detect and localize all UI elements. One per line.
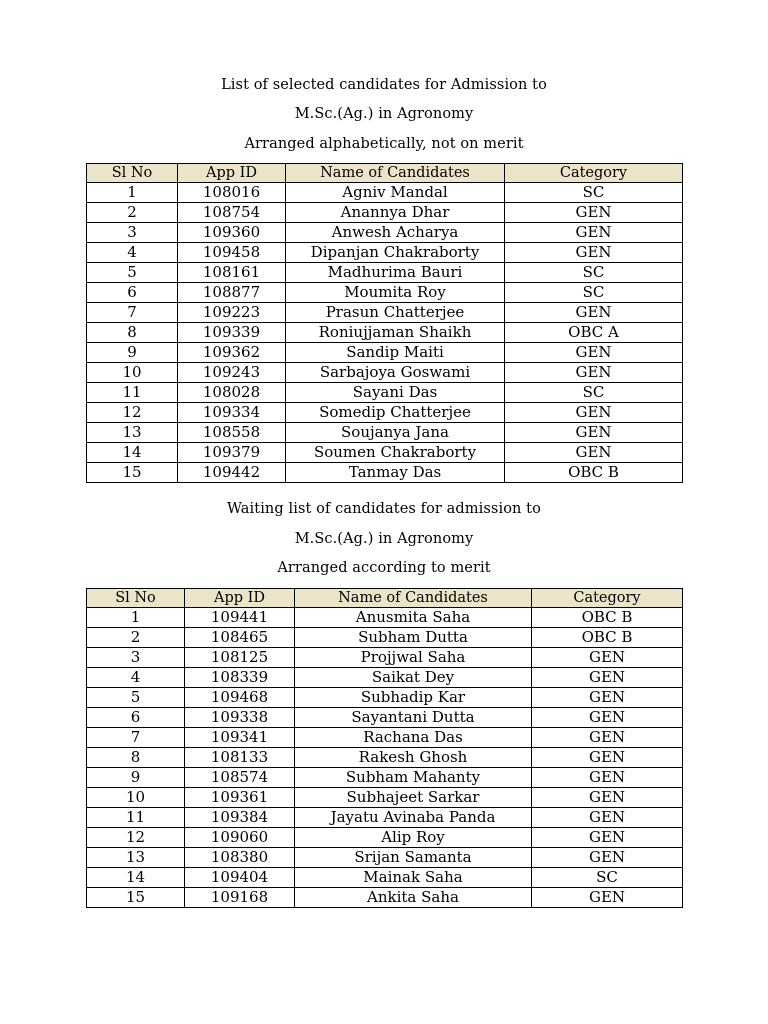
table-row <box>87 648 683 668</box>
waiting-list-table <box>86 588 683 908</box>
table-row <box>87 463 683 483</box>
selected-title-line2: M.Sc.(Ag.) in Agronomy <box>294 106 474 122</box>
sl-no-cell: 5 <box>87 688 185 708</box>
app-id-cell: 108465 <box>185 628 295 648</box>
candidate-name-cell: Rakesh Ghosh <box>295 748 532 768</box>
table-row <box>87 403 683 423</box>
candidate-name-cell: Ankita Saha <box>295 888 532 908</box>
header-sl-no: Sl No <box>87 164 178 183</box>
app-id-cell: 109223 <box>178 303 286 323</box>
sl-no-cell: 4 <box>87 243 178 263</box>
category-cell: SC <box>505 283 683 303</box>
table-header-row <box>87 164 683 183</box>
app-id-cell: 108125 <box>185 648 295 668</box>
sl-no-cell: 11 <box>87 808 185 828</box>
sl-no-cell: 2 <box>87 203 178 223</box>
category-cell: GEN <box>505 443 683 463</box>
header-sl-no: Sl No <box>87 589 185 608</box>
sl-no-cell: 14 <box>87 868 185 888</box>
app-id-cell: 108380 <box>185 848 295 868</box>
category-cell: GEN <box>532 708 683 728</box>
header-app-id: App ID <box>185 589 295 608</box>
table-row <box>87 728 683 748</box>
table-row <box>87 283 683 303</box>
app-id-cell: 108558 <box>178 423 286 443</box>
app-id-cell: 109362 <box>178 343 286 363</box>
candidate-name-cell: Subhadip Kar <box>295 688 532 708</box>
sl-no-cell: 9 <box>87 343 178 363</box>
candidate-name-cell: Sayani Das <box>286 383 505 403</box>
sl-no-cell: 9 <box>87 768 185 788</box>
sl-no-cell: 3 <box>87 648 185 668</box>
candidate-name-cell: Subhajeet Sarkar <box>295 788 532 808</box>
candidate-name-cell: Subham Dutta <box>295 628 532 648</box>
candidate-name-cell: Sandip Maiti <box>286 343 505 363</box>
selected-title-line3: Arranged alphabetically, not on merit <box>244 136 524 152</box>
sl-no-cell: 13 <box>87 423 178 443</box>
table-row <box>87 808 683 828</box>
table-header-row <box>87 589 683 608</box>
table-row <box>87 383 683 403</box>
candidate-name-cell: Sarbajoya Goswami <box>286 363 505 383</box>
app-id-cell: 108161 <box>178 263 286 283</box>
sl-no-cell: 13 <box>87 848 185 868</box>
app-id-cell: 109168 <box>185 888 295 908</box>
table-row <box>87 223 683 243</box>
candidate-name-cell: Somedip Chatterjee <box>286 403 505 423</box>
sl-no-cell: 6 <box>87 708 185 728</box>
sl-no-cell: 15 <box>87 888 185 908</box>
app-id-cell: 109441 <box>185 608 295 628</box>
app-id-cell: 108574 <box>185 768 295 788</box>
app-id-cell: 109384 <box>185 808 295 828</box>
app-id-cell: 108028 <box>178 383 286 403</box>
app-id-cell: 108877 <box>178 283 286 303</box>
category-cell: GEN <box>532 888 683 908</box>
category-cell: GEN <box>532 788 683 808</box>
app-id-cell: 109360 <box>178 223 286 243</box>
category-cell: GEN <box>505 343 683 363</box>
table-row <box>87 303 683 323</box>
sl-no-cell: 3 <box>87 223 178 243</box>
candidate-name-cell: Alip Roy <box>295 828 532 848</box>
app-id-cell: 108339 <box>185 668 295 688</box>
category-cell: GEN <box>532 648 683 668</box>
header-category: Category <box>505 164 683 183</box>
category-cell: GEN <box>505 403 683 423</box>
category-cell: OBC B <box>505 463 683 483</box>
app-id-cell: 108016 <box>178 183 286 203</box>
candidate-name-cell: Projjwal Saha <box>295 648 532 668</box>
app-id-cell: 109341 <box>185 728 295 748</box>
header-name: Name of Candidates <box>295 589 532 608</box>
candidate-name-cell: Anwesh Acharya <box>286 223 505 243</box>
sl-no-cell: 14 <box>87 443 178 463</box>
app-id-cell: 109338 <box>185 708 295 728</box>
app-id-cell: 109379 <box>178 443 286 463</box>
sl-no-cell: 5 <box>87 263 178 283</box>
candidate-name-cell: Srijan Samanta <box>295 848 532 868</box>
sl-no-cell: 15 <box>87 463 178 483</box>
table-row <box>87 828 683 848</box>
candidate-name-cell: Mainak Saha <box>295 868 532 888</box>
category-cell: SC <box>505 263 683 283</box>
category-cell: GEN <box>505 203 683 223</box>
category-cell: GEN <box>532 668 683 688</box>
table-row <box>87 203 683 223</box>
candidate-name-cell: Agniv Mandal <box>286 183 505 203</box>
table-row <box>87 608 683 628</box>
table-row <box>87 423 683 443</box>
category-cell: GEN <box>505 363 683 383</box>
sl-no-cell: 1 <box>87 608 185 628</box>
selected-title-line1: List of selected candidates for Admission to <box>221 77 547 93</box>
category-cell: GEN <box>505 243 683 263</box>
table-row <box>87 243 683 263</box>
table-row <box>87 628 683 648</box>
app-id-cell: 109334 <box>178 403 286 423</box>
category-cell: GEN <box>505 303 683 323</box>
table-row <box>87 363 683 383</box>
candidate-name-cell: Dipanjan Chakraborty <box>286 243 505 263</box>
table-row <box>87 263 683 283</box>
category-cell: SC <box>505 183 683 203</box>
sl-no-cell: 6 <box>87 283 178 303</box>
app-id-cell: 109468 <box>185 688 295 708</box>
table-row <box>87 708 683 728</box>
category-cell: GEN <box>532 748 683 768</box>
sl-no-cell: 7 <box>87 728 185 748</box>
sl-no-cell: 7 <box>87 303 178 323</box>
header-app-id: App ID <box>178 164 286 183</box>
table-row <box>87 443 683 463</box>
sl-no-cell: 4 <box>87 668 185 688</box>
app-id-cell: 109060 <box>185 828 295 848</box>
candidate-name-cell: Madhurima Bauri <box>286 263 505 283</box>
table-row <box>87 323 683 343</box>
sl-no-cell: 8 <box>87 323 178 343</box>
app-id-cell: 109243 <box>178 363 286 383</box>
candidate-name-cell: Rachana Das <box>295 728 532 748</box>
app-id-cell: 109361 <box>185 788 295 808</box>
app-id-cell: 109404 <box>185 868 295 888</box>
table-row <box>87 848 683 868</box>
waiting-title-line3: Arranged according to merit <box>277 560 491 576</box>
category-cell: GEN <box>505 423 683 443</box>
sl-no-cell: 10 <box>87 363 178 383</box>
candidate-name-cell: Tanmay Das <box>286 463 505 483</box>
sl-no-cell: 1 <box>87 183 178 203</box>
table-row <box>87 788 683 808</box>
category-cell: GEN <box>532 688 683 708</box>
app-id-cell: 109339 <box>178 323 286 343</box>
candidate-name-cell: Anannya Dhar <box>286 203 505 223</box>
category-cell: GEN <box>505 223 683 243</box>
table-row <box>87 888 683 908</box>
table-row <box>87 183 683 203</box>
sl-no-cell: 12 <box>87 403 178 423</box>
waiting-title-line2: M.Sc.(Ag.) in Agronomy <box>294 531 474 547</box>
candidate-name-cell: Jayatu Avinaba Panda <box>295 808 532 828</box>
app-id-cell: 108754 <box>178 203 286 223</box>
candidate-name-cell: Moumita Roy <box>286 283 505 303</box>
category-cell: GEN <box>532 728 683 748</box>
waiting-title-line1: Waiting list of candidates for admission to <box>227 501 541 517</box>
candidate-name-cell: Anusmita Saha <box>295 608 532 628</box>
table-row <box>87 688 683 708</box>
selected-candidates-table <box>86 163 683 483</box>
category-cell: GEN <box>532 768 683 788</box>
sl-no-cell: 2 <box>87 628 185 648</box>
app-id-cell: 109458 <box>178 243 286 263</box>
header-category: Category <box>532 589 683 608</box>
candidate-name-cell: Subham Mahanty <box>295 768 532 788</box>
category-cell: OBC B <box>532 628 683 648</box>
category-cell: SC <box>532 868 683 888</box>
table-row <box>87 868 683 888</box>
candidate-name-cell: Prasun Chatterjee <box>286 303 505 323</box>
sl-no-cell: 10 <box>87 788 185 808</box>
candidate-name-cell: Soujanya Jana <box>286 423 505 443</box>
candidate-name-cell: Soumen Chakraborty <box>286 443 505 463</box>
category-cell: SC <box>505 383 683 403</box>
header-name: Name of Candidates <box>286 164 505 183</box>
category-cell: OBC B <box>532 608 683 628</box>
candidate-name-cell: Roniujjaman Shaikh <box>286 323 505 343</box>
category-cell: OBC A <box>505 323 683 343</box>
category-cell: GEN <box>532 828 683 848</box>
app-id-cell: 108133 <box>185 748 295 768</box>
candidate-name-cell: Sayantani Dutta <box>295 708 532 728</box>
table-row <box>87 768 683 788</box>
candidate-name-cell: Saikat Dey <box>295 668 532 688</box>
sl-no-cell: 12 <box>87 828 185 848</box>
category-cell: GEN <box>532 848 683 868</box>
category-cell: GEN <box>532 808 683 828</box>
sl-no-cell: 8 <box>87 748 185 768</box>
table-row <box>87 668 683 688</box>
sl-no-cell: 11 <box>87 383 178 403</box>
table-row <box>87 343 683 363</box>
table-row <box>87 748 683 768</box>
app-id-cell: 109442 <box>178 463 286 483</box>
